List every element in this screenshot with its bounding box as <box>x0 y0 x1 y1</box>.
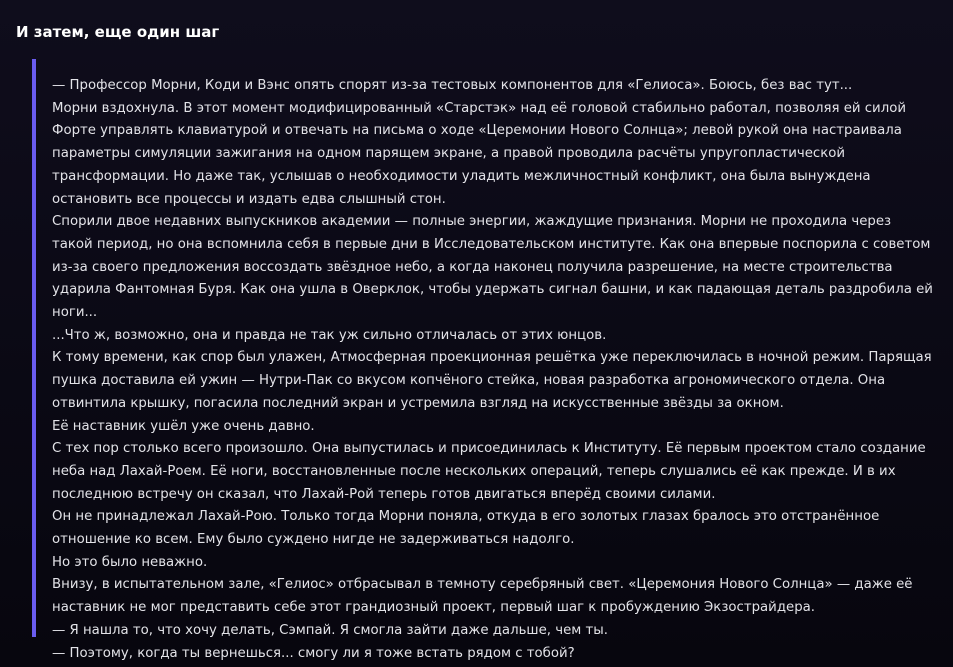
paragraph: ...Что ж, возможно, она и правда не так уж сильно отличалась от этих юнцов. <box>52 327 607 343</box>
paragraph: — Я нашла то, что хочу делать, Сэмпай. Я смогла зайти даже дальше, чем ты. <box>52 622 608 638</box>
story-blockquote <box>32 59 933 661</box>
paragraph: К тому времени, как спор был улажен, Атмосферная проекционная решётка уже переключилась в ночной режим. Парящая пушка доставила ей ужин — Нутри-Пак со вкусом копчёного стейка, новая разработка агрономического отдела. Она отвинтила крышку, погасила последний экран и устремила взгляд на искусственные звёзды за окном. <box>52 350 932 411</box>
paragraph: — Профессор Морни, Коди и Вэнс опять спорят из-за тестовых компонентов для «Гелиоса». Боюсь, без вас тут... <box>52 78 853 93</box>
paragraph: Внизу, в испытательном зале, «Гелиос» отбрасывал в темноту серебряный свет. «Церемония Нового Солнца» — даже её наставник не мог представить себе этот грандиозный проект, первый шаг к пробуждению Экзострайдера. <box>52 577 913 616</box>
paragraph: Он не принадлежал Лахай-Рою. Только тогда Морни поняла, откуда в его золотых глазах бралось это отстранённое отношение ко всем. Ему было суждено нигде не задерживаться надолго. <box>52 509 880 548</box>
paragraph: Но это было неважно. <box>52 554 208 570</box>
paragraph: Её наставник ушёл уже очень давно. <box>52 418 315 434</box>
paragraph: Морни вздохнула. В этот момент модифицированный «Старстэк» над её головой стабильно работал, позволяя ей силой Форте управлять клавиатурой и отвечать на письма о ходе «Церемонии Нового Солнца»; левой рукой она настраивала параметры симуляции зажигания на одном парящем экране, а правой проводила расчёты упругопластической трансформации. Но даже так, услышав о необходимости уладить межличностный конфликт, она была вынуждена остановить все процессы и издать едва слышный стон. <box>52 100 906 207</box>
paragraph: Спорили двое недавних выпускников академии — полные энергии, жаждущие признания. Морни не проходила через такой период, но она вспомнила себя в первые дни в Исследовательском институте. Как она впервые поспорила с советом из-за своего предложения воссоздать звёздное небо, а когда наконец получила разрешение, на месте строительства ударила Фантомная Буря. Как она ушла в Оверклок, чтобы удержать сигнал башни, и как падающая деталь раздробила ей ноги... <box>52 214 933 321</box>
paragraph: С тех пор столько всего произошло. Она выпустилась и присоединилась к Институту. Её первым проектом стало создание неба над Лахай-Роем. Её ноги, восстановленные после нескольких операций, теперь слушались её как прежде. И в их последнюю встречу он сказал, что Лахай-Рой теперь готов двигаться вперёд своими силами. <box>52 441 926 502</box>
paragraph: — Поэтому, когда ты вернешься... смогу ли я тоже встать рядом с тобой? <box>52 645 575 661</box>
page-title: И затем, еще один шаг <box>16 23 220 41</box>
